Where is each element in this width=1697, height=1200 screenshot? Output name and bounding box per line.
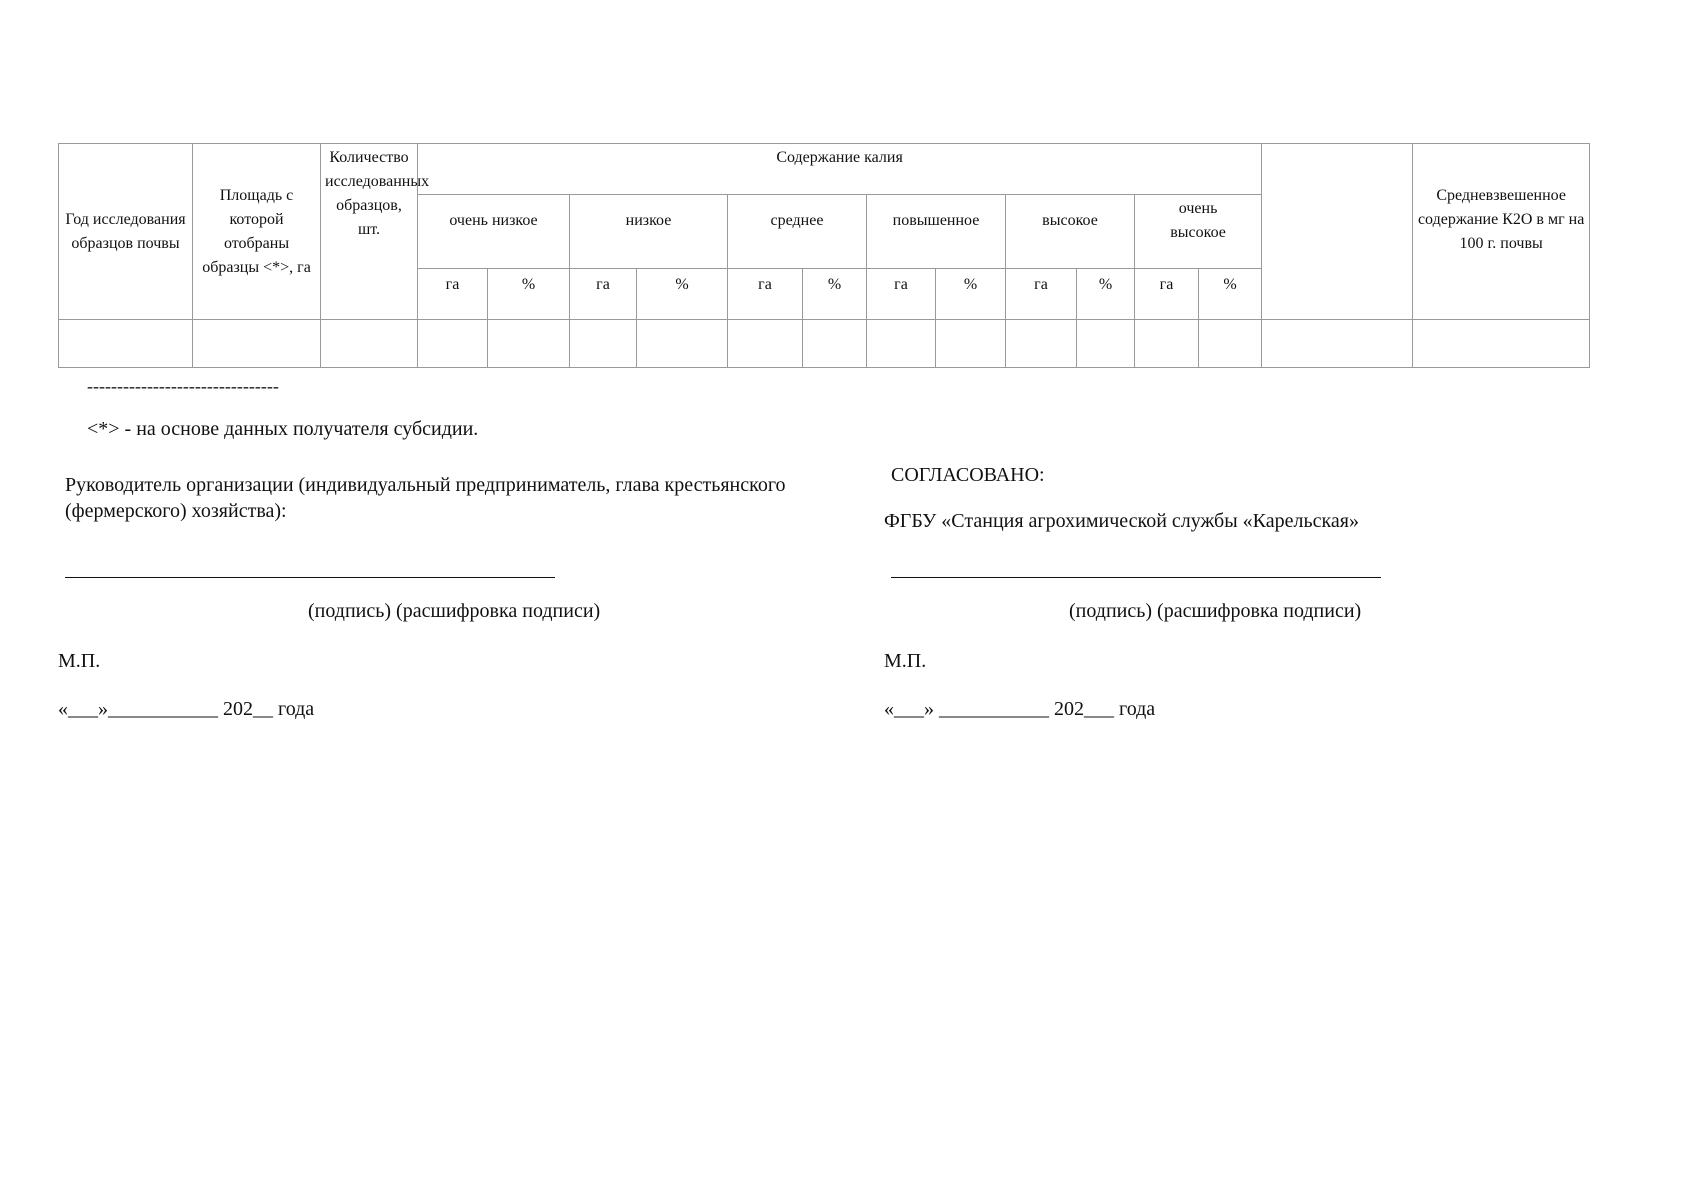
footnote-separator: -------------------------------- xyxy=(87,376,279,396)
manager-signature-caption: (подпись) (расшифровка подписи) xyxy=(308,600,601,622)
level-high: высокое xyxy=(1006,195,1135,269)
header-year: Год исследования образцов почвы xyxy=(59,144,193,320)
table-cell[interactable] xyxy=(418,320,488,368)
table-cell[interactable] xyxy=(321,320,418,368)
table-cell[interactable] xyxy=(1135,320,1199,368)
unit-percent: % xyxy=(936,269,1006,320)
unit-percent: % xyxy=(803,269,867,320)
level-elevated: повышенное xyxy=(867,195,1006,269)
unit-ha: га xyxy=(1135,269,1199,320)
manager-title-line1: Руководитель организации (индивидуальный предприниматель, глава крестьянского xyxy=(65,474,786,496)
table-cell[interactable] xyxy=(637,320,728,368)
header-sample-count: Количество исследованных образцов, шт. xyxy=(321,144,418,320)
unit-ha: га xyxy=(728,269,803,320)
table-cell[interactable] xyxy=(1262,320,1413,368)
level-very-high: очень высокое xyxy=(1135,195,1262,269)
table-cell[interactable] xyxy=(867,320,936,368)
table-cell[interactable] xyxy=(1077,320,1135,368)
table-cell[interactable] xyxy=(59,320,193,368)
approver-signature-line[interactable] xyxy=(891,577,1381,578)
header-potassium-content: Содержание калия xyxy=(418,144,1262,195)
table-cell[interactable] xyxy=(193,320,321,368)
table-cell[interactable] xyxy=(1413,320,1590,368)
header-k2o-average: Средневзвешенное содержание К2О в мг на 100 г. почвы xyxy=(1413,144,1590,320)
approver-date-field[interactable]: «___» ___________ 202___ года xyxy=(884,698,1156,720)
unit-ha: га xyxy=(418,269,488,320)
table-row xyxy=(59,320,1590,368)
unit-ha: га xyxy=(867,269,936,320)
manager-title-line2: (фермерского) хозяйства): xyxy=(65,500,287,522)
header-blank xyxy=(1262,144,1413,320)
unit-ha: га xyxy=(1006,269,1077,320)
approved-label: СОГЛАСОВАНО: xyxy=(891,464,1045,486)
table-cell[interactable] xyxy=(488,320,570,368)
unit-percent: % xyxy=(1077,269,1135,320)
footnote-text: <*> - на основе данных получателя субсидии. xyxy=(87,418,479,440)
table-cell[interactable] xyxy=(936,320,1006,368)
manager-date-field[interactable]: «___»___________ 202__ года xyxy=(58,698,315,720)
table-cell[interactable] xyxy=(728,320,803,368)
table-cell[interactable] xyxy=(1199,320,1262,368)
manager-stamp-label: М.П. xyxy=(58,650,101,672)
table-cell[interactable] xyxy=(803,320,867,368)
potassium-report-table xyxy=(58,143,1590,368)
level-medium: среднее xyxy=(728,195,867,269)
table-cell[interactable] xyxy=(570,320,637,368)
unit-ha: га xyxy=(570,269,637,320)
level-very-low: очень низкое xyxy=(418,195,570,269)
manager-signature-line[interactable] xyxy=(65,577,555,578)
approver-signature-caption: (подпись) (расшифровка подписи) xyxy=(1069,600,1362,622)
table-cell[interactable] xyxy=(1006,320,1077,368)
level-low: низкое xyxy=(570,195,728,269)
approver-stamp-label: М.П. xyxy=(884,650,927,672)
unit-percent: % xyxy=(488,269,570,320)
unit-percent: % xyxy=(637,269,728,320)
unit-percent: % xyxy=(1199,269,1262,320)
approving-organization: ФГБУ «Станция агрохимической службы «Карельская» xyxy=(884,510,1359,532)
header-area: Площадь с которой отобраны образцы <*>, га xyxy=(193,144,321,320)
